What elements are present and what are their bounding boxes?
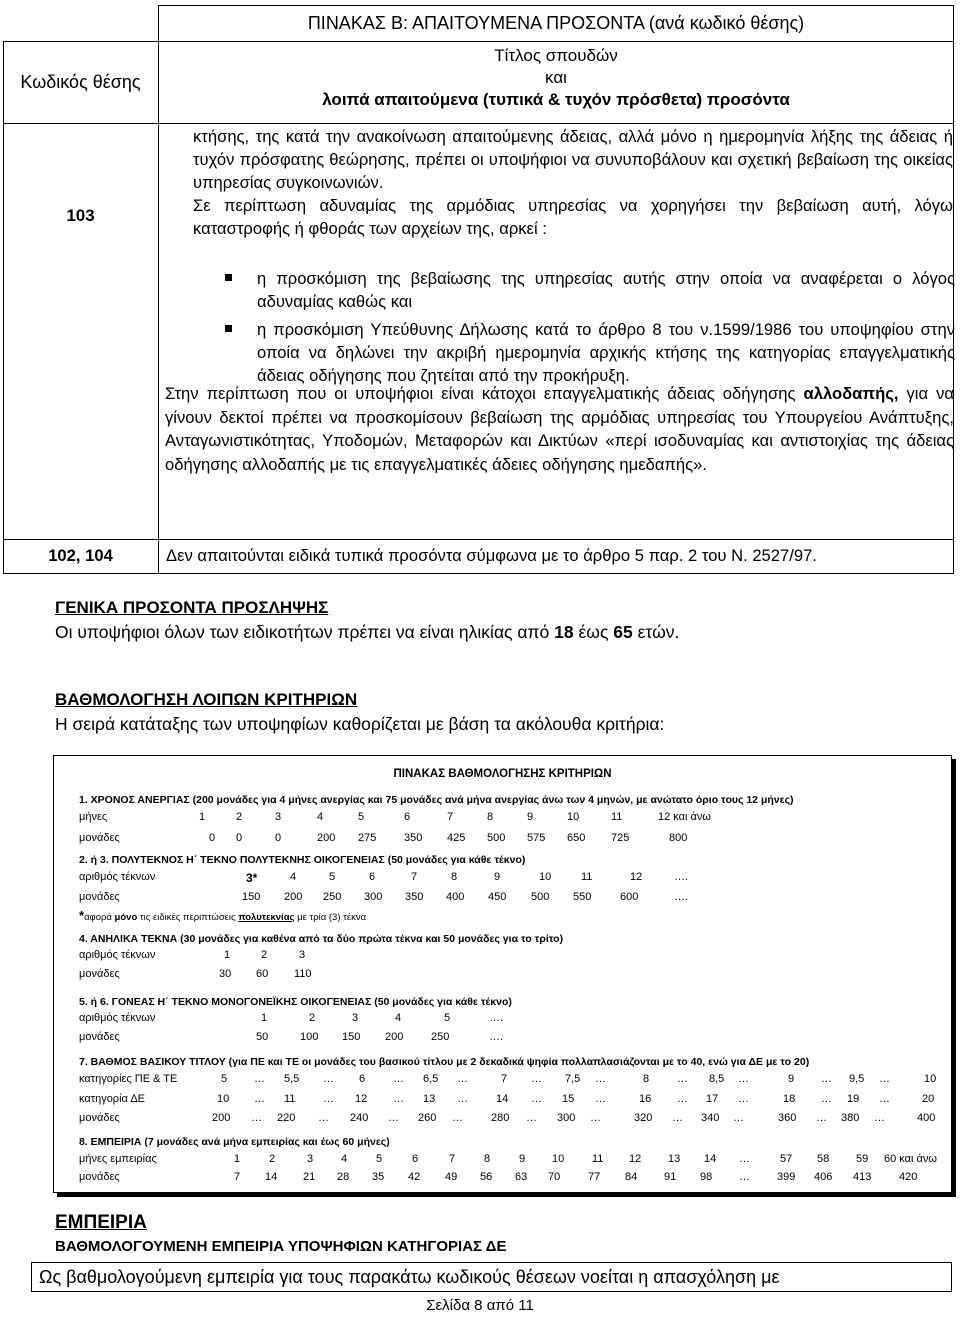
table-cell: 7 xyxy=(447,811,454,823)
row-label: μήνες εμπειρίας xyxy=(79,1153,157,1165)
column-header-title xyxy=(158,45,954,111)
table-cell: … xyxy=(672,1112,683,1124)
table-cell: 15 xyxy=(562,1093,575,1105)
table-cell: 400 xyxy=(446,891,465,903)
table-cell: 4 xyxy=(341,1153,348,1165)
experience-subtitle: ΒΑΘΜΟΛΟΓΟΥΜΕΝΗ ΕΜΠΕΙΡΙΑ ΥΠΟΨΗΦΙΩΝ ΚΑΤΗΓΟΡΙΑΣ ΔΕ xyxy=(55,1238,507,1255)
table-cell: … xyxy=(254,1093,265,1105)
table-cell: 12 και άνω xyxy=(658,811,711,823)
table-cell: 250 xyxy=(431,1031,450,1043)
table-cell: 9 xyxy=(527,811,534,823)
table-cell: 12 xyxy=(629,1153,642,1165)
square-bullet-icon xyxy=(225,274,232,281)
table-cell: … xyxy=(393,1093,404,1105)
table-cell: 0 xyxy=(275,832,282,844)
table-row xyxy=(79,1073,949,1091)
table-cell: 13 xyxy=(668,1153,681,1165)
table-cell: 4 xyxy=(395,1012,402,1024)
table-cell: 11 xyxy=(592,1153,604,1165)
table-cell: … xyxy=(738,1093,749,1105)
table-cell: 800 xyxy=(669,832,688,844)
position-code: 102, 104 xyxy=(48,546,113,565)
table-cell: 360 xyxy=(778,1112,797,1124)
table-cell: 350 xyxy=(404,832,423,844)
table-cell: …. xyxy=(674,891,689,903)
table-cell: 2 xyxy=(309,1012,316,1024)
paragraph xyxy=(165,382,954,476)
table-row xyxy=(79,1153,949,1171)
table-cell: 1 xyxy=(224,949,231,961)
table-cell: 300 xyxy=(557,1112,576,1124)
table-cell: 16 xyxy=(639,1093,652,1105)
column-header-code: Κωδικός θέσης xyxy=(20,72,141,92)
table-cell: 6,5 xyxy=(423,1073,439,1085)
table-row xyxy=(79,832,949,850)
table-cell: 12 xyxy=(630,871,643,883)
table-cell: 8 xyxy=(484,1153,491,1165)
table-row xyxy=(79,1112,949,1130)
row-label: μονάδες xyxy=(79,832,120,844)
table-cell: 3 xyxy=(275,811,282,823)
table-cell: 5,5 xyxy=(284,1073,300,1085)
table-cell: 3 xyxy=(299,949,306,961)
table-cell: … xyxy=(821,1073,832,1085)
table-cell: 406 xyxy=(814,1171,833,1183)
table-cell: … xyxy=(590,1112,601,1124)
table-cell: 3 xyxy=(307,1153,314,1165)
table-cell: 11 xyxy=(611,811,623,823)
column-header-line: λοιπά απαιτούμενα (τυπικά & τυχόν πρόσθετα) προσόντα xyxy=(322,90,790,109)
list-item xyxy=(225,267,955,313)
table-cell: 0 xyxy=(209,832,216,844)
table-cell: 7 xyxy=(411,871,418,883)
table-cell: …. xyxy=(489,1031,504,1043)
table-cell: 9 xyxy=(519,1153,526,1165)
text: έως xyxy=(578,622,609,642)
table-cell: 57 xyxy=(780,1153,793,1165)
table-cell: 84 xyxy=(625,1171,638,1183)
table-cell: 59 xyxy=(856,1153,869,1165)
table-cell: 11 xyxy=(284,1093,296,1105)
table-cell: 575 xyxy=(527,832,546,844)
requirements-text xyxy=(193,125,953,240)
table-cell: 260 xyxy=(418,1112,437,1124)
table-cell: 7,5 xyxy=(565,1073,581,1085)
table-cell: 10 xyxy=(924,1073,937,1085)
column-header-line: και xyxy=(545,68,567,87)
table-title: ΠΙΝΑΚΑΣ Β: ΑΠΑΙΤΟΥΜΕΝΑ ΠΡΟΣΟΝΤΑ (ανά κωδικό θέσης) xyxy=(307,13,805,33)
table-cell: 5 xyxy=(221,1073,228,1085)
bullet-list xyxy=(225,267,955,392)
list-item-text: η προσκόμιση Υπεύθυνης Δήλωσης κατά το άρθρο 8 του ν.1599/1986 του υποψηφίου στην οποία να δηλώνει την ακριβή ημερομηνία αρχικής κτήσης της κατηγορίας επαγγελματικής άδειας οδήγησης που ζητείται από την προκήρυξη. xyxy=(257,320,955,385)
table-cell: 340 xyxy=(701,1112,720,1124)
list-item xyxy=(225,318,955,387)
scoring-title: ΒΑΘΜΟΛΟΓΗΣΗ ΛΟΙΠΩΝ ΚΡΙΤΗΡΙΩΝ xyxy=(55,690,358,709)
table-cell: 6 xyxy=(369,871,376,883)
text: ετών. xyxy=(637,622,680,642)
table-row xyxy=(79,1012,949,1030)
footnote-star: * xyxy=(79,908,85,923)
table-cell: 77 xyxy=(588,1171,601,1183)
table-cell: 5 xyxy=(376,1153,383,1165)
table-cell: 420 xyxy=(899,1171,918,1183)
table-cell: 450 xyxy=(488,891,507,903)
table-cell: 413 xyxy=(853,1171,872,1183)
table-cell: 7 xyxy=(234,1171,241,1183)
table-cell: 300 xyxy=(364,891,383,903)
table-cell: 91 xyxy=(664,1171,677,1183)
group-title: 2. ή 3. ΠΟΛΥΤΕΚΝΟΣ Η΄ ΤΕΚΝΟ ΠΟΛΥΤΕΚΝΗΣ ΟΙΚΟΓΕΝΕΙΑΣ (50 μονάδες για κάθε τέκνο) xyxy=(79,854,526,866)
table-cell: 42 xyxy=(408,1171,421,1183)
table-cell: … xyxy=(457,1073,468,1085)
table-cell: 8 xyxy=(451,871,458,883)
table-cell: 20 xyxy=(922,1093,935,1105)
table-cell: 600 xyxy=(620,891,639,903)
table-cell: 6 xyxy=(412,1153,419,1165)
text: Οι υποψήφιοι όλων των ειδικοτήτων πρέπει να είναι ηλικίας από xyxy=(55,622,550,642)
table-cell: … xyxy=(452,1112,463,1124)
age-max: 65 xyxy=(613,622,633,642)
text: τις ειδικές περιπτώσεις xyxy=(139,912,236,923)
table-cell: … xyxy=(388,1112,399,1124)
table-cell: … xyxy=(733,1112,744,1124)
table-cell: 10 xyxy=(539,871,552,883)
table-cell: 220 xyxy=(277,1112,296,1124)
table-cell: 35 xyxy=(372,1171,385,1183)
table-cell: 10 xyxy=(217,1093,230,1105)
experience-title: ΕΜΠΕΙΡΙΑ xyxy=(55,1212,147,1233)
scoring-text: Η σειρά κατάταξης των υποψηφίων καθορίζεται με βάση τα ακόλουθα κριτήρια: xyxy=(55,714,665,734)
table-rule xyxy=(3,573,954,574)
text-bold: μόνο xyxy=(114,912,138,923)
table-cell: 6 xyxy=(404,811,411,823)
table-cell: … xyxy=(323,1073,334,1085)
table-cell: 1 xyxy=(199,811,206,823)
table-cell: … xyxy=(393,1073,404,1085)
table-cell: …. xyxy=(674,871,689,883)
experience-text: Ως βαθμολογούμενη εμπειρία για τους παρακάτω κωδικούς θέσεων νοείται η απασχόληση με xyxy=(31,1262,952,1292)
table-cell: 56 xyxy=(480,1171,493,1183)
list-item-text: η προσκόμιση της βεβαίωσης της υπηρεσίας αυτής στην οποία να αναφέρεται ο λόγος αδυναμίας καθώς και xyxy=(257,269,955,311)
table-cell: 6 xyxy=(359,1073,366,1085)
table-cell: … xyxy=(879,1093,890,1105)
table-cell: … xyxy=(531,1073,542,1085)
table-cell: 400 xyxy=(917,1112,936,1124)
table-cell: 19 xyxy=(847,1093,860,1105)
table-cell: … xyxy=(595,1093,606,1105)
requirements-text: Δεν απαιτούνται ειδικά τυπικά προσόντα σύμφωνα με το άρθρο 5 παρ. 2 του Ν. 2527/97. xyxy=(166,546,817,565)
text-underlined: πολυτεκνίας xyxy=(238,912,295,923)
paragraph-bold: αλλοδαπής, xyxy=(803,384,899,403)
table-cell: 4 xyxy=(317,811,324,823)
table-cell: 7 xyxy=(501,1073,508,1085)
table-cell: … xyxy=(879,1073,890,1085)
table-cell: 30 xyxy=(219,968,232,980)
table-cell: 18 xyxy=(783,1093,796,1105)
table-cell: 350 xyxy=(405,891,424,903)
table-cell: … xyxy=(531,1093,542,1105)
page-number: Σελίδα 8 από 11 xyxy=(426,1297,534,1314)
table-cell: … xyxy=(457,1093,468,1105)
position-code: 103 xyxy=(66,206,95,225)
table-row xyxy=(79,968,949,986)
table-cell: 12 xyxy=(355,1093,368,1105)
table-row xyxy=(79,871,949,889)
row-label: κατηγορία ΔΕ xyxy=(79,1093,145,1105)
table-cell: 275 xyxy=(358,832,377,844)
age-min: 18 xyxy=(554,622,574,642)
group-title: 1. ΧΡΟΝΟΣ ΑΝΕΡΓΙΑΣ (200 μονάδες για 4 μήνες ανεργίας και 75 μονάδες ανά μήνα ανεργίας άνω των 4 μηνών, με ανώτατο όριο τους 12 μήνες) xyxy=(79,794,794,806)
table-cell: … xyxy=(739,1171,750,1183)
text: με τρία (3) τέκνα xyxy=(297,912,367,923)
table-cell: … xyxy=(323,1093,334,1105)
table-cell: 380 xyxy=(841,1112,860,1124)
row-label: μονάδες xyxy=(79,1031,120,1043)
table-cell: 28 xyxy=(337,1171,350,1183)
table-cell: 320 xyxy=(634,1112,653,1124)
table-cell: …. xyxy=(489,1012,504,1024)
table-cell: 9,5 xyxy=(849,1073,865,1085)
footnote xyxy=(79,908,366,923)
table-cell: 21 xyxy=(303,1171,316,1183)
table-row xyxy=(79,1031,949,1049)
requirements-table xyxy=(3,5,954,573)
table-cell: 14 xyxy=(704,1153,717,1165)
group-title: 8. ΕΜΠΕΙΡΙΑ (7 μονάδες ανά μήνα εμπειρίας και έως 60 μήνες) xyxy=(79,1136,390,1148)
table-cell: 8 xyxy=(643,1073,650,1085)
table-row xyxy=(79,1093,949,1111)
table-cell: 49 xyxy=(445,1171,458,1183)
group-title: 7. ΒΑΘΜΟΣ ΒΑΣΙΚΟΥ ΤΙΤΛΟΥ (για ΠΕ και ΤΕ οι μονάδες του βασικού τίτλου με 2 δεκαδικά ψηφία πολλαπλασιάζονται με το 40, ενώ για ΔΕ με το 20) xyxy=(79,1056,810,1068)
table-cell: 150 xyxy=(342,1031,361,1043)
table-row xyxy=(79,891,949,909)
table-cell: 63 xyxy=(515,1171,528,1183)
paragraph-text: Στην περίπτωση που οι υποψήφιοι είναι κάτοχοι επαγγελματικής άδειας οδήγησης xyxy=(165,384,796,403)
table-cell: … xyxy=(526,1112,537,1124)
table-cell: 1 xyxy=(234,1153,241,1165)
row-label: μήνες xyxy=(79,811,108,823)
row-label: κατηγορίες ΠΕ & ΤΕ xyxy=(79,1073,178,1085)
table-cell: 2 xyxy=(236,811,243,823)
table-cell: … xyxy=(254,1073,265,1085)
table-cell: … xyxy=(595,1073,606,1085)
table-cell: 500 xyxy=(531,891,550,903)
table-cell: … xyxy=(816,1112,827,1124)
group-title: 5. ή 6. ΓΟΝΕΑΣ Η΄ ΤΕΚΝΟ ΜΟΝΟΓΟΝΕΪΚΗΣ ΟΙΚΟΓΕΝΕΙΑΣ (50 μονάδες για κάθε τέκνο) xyxy=(79,996,512,1008)
table-cell: 4 xyxy=(290,871,297,883)
table-cell: … xyxy=(738,1073,749,1085)
table-cell: 70 xyxy=(548,1171,561,1183)
table-cell: 10 xyxy=(567,811,580,823)
paragraph: κτήσης, της κατά την ανακοίνωση απαιτούμενης άδειας, αλλά μόνο η ημερομηνία λήξης της άδειας ή τυχόν πρόσφατης θεώρησης, πρέπει οι υποψήφιοι να συνυποβάλουν και σχετική βεβαίωση της οικείας υπηρεσίας συγκοινωνιών. xyxy=(193,127,953,192)
table-cell: … xyxy=(821,1093,832,1105)
table-cell: 0 xyxy=(236,832,243,844)
table-cell: 100 xyxy=(300,1031,319,1043)
row-label: μονάδες xyxy=(79,1171,120,1183)
table-cell: 8 xyxy=(487,811,494,823)
table-cell: … xyxy=(318,1112,329,1124)
row-label: αριθμός τέκνων xyxy=(79,949,156,961)
text: αφορά xyxy=(84,912,112,923)
table-cell: 200 xyxy=(284,891,303,903)
table-cell: … xyxy=(874,1112,885,1124)
row-label: μονάδες xyxy=(79,891,120,903)
paragraph-text: για να γίνουν δεκτοί πρέπει να προσκομίσουν βεβαίωση της αρμόδιας υπηρεσίας του Υπουργείου Ανάπτυξης, Ανταγωνιστικότητας, Υποδομών, Μεταφορών και Δικτύων «περί ισοδυναμίας και αντιστοιχίας της άδειας οδήγησης αλλοδαπής με τις επαγγελματικές άδειες οδήγησης ημεδαπής». xyxy=(165,384,954,474)
table-cell: 9 xyxy=(788,1073,795,1085)
table-cell: 725 xyxy=(611,832,630,844)
table-cell: 150 xyxy=(242,891,261,903)
paragraph: Σε περίπτωση αδυναμίας της αρμόδιας υπηρεσίας να χορηγήσει την βεβαίωση αυτή, λόγω καταστροφής ή φθοράς των αρχείων της, αρκεί : xyxy=(193,196,953,238)
table-cell: 9 xyxy=(494,871,501,883)
table-cell: 650 xyxy=(567,832,586,844)
table-cell: 200 xyxy=(385,1031,404,1043)
table-cell: 14 xyxy=(265,1171,278,1183)
table-cell: 60 xyxy=(256,968,269,980)
table-row xyxy=(79,949,949,967)
table-cell: 5 xyxy=(444,1012,451,1024)
table-cell: 550 xyxy=(573,891,592,903)
table-cell: … xyxy=(677,1093,688,1105)
square-bullet-icon xyxy=(225,325,232,332)
table-cell: … xyxy=(251,1112,262,1124)
table-cell: 98 xyxy=(700,1171,713,1183)
table-cell: 5 xyxy=(358,811,365,823)
table-cell: 200 xyxy=(317,832,336,844)
table-cell: 3* xyxy=(246,871,258,885)
scoring-table-title: ΠΙΝΑΚΑΣ ΒΑΘΜΟΛΟΓΗΣΗΣ ΚΡΙΤΗΡΙΩΝ xyxy=(393,768,612,780)
table-cell: 200 xyxy=(212,1112,231,1124)
table-cell: 500 xyxy=(487,832,506,844)
table-cell: 11 xyxy=(581,871,593,883)
table-row xyxy=(79,1171,949,1189)
general-text xyxy=(55,622,679,643)
table-cell: 2 xyxy=(261,949,268,961)
table-cell: 13 xyxy=(423,1093,436,1105)
table-cell: 60 και άνω xyxy=(884,1153,937,1165)
scoring-table xyxy=(53,755,952,1193)
table-cell: 58 xyxy=(817,1153,830,1165)
table-cell: 110 xyxy=(294,968,312,980)
table-cell: … xyxy=(677,1073,688,1085)
table-cell: 50 xyxy=(256,1031,269,1043)
row-label: αριθμός τέκνων xyxy=(79,1012,156,1024)
table-cell: 8,5 xyxy=(709,1073,725,1085)
table-cell: 10 xyxy=(552,1153,565,1165)
table-cell: 7 xyxy=(449,1153,456,1165)
table-cell: 2 xyxy=(269,1153,276,1165)
group-title: 4. ΑΝΗΛΙΚΑ ΤΕΚΝΑ (30 μονάδες για καθένα από τα δύο πρώτα τέκνα και 50 μονάδες για το τρίτο) xyxy=(79,933,564,945)
table-cell: … xyxy=(739,1153,750,1165)
table-cell: 399 xyxy=(777,1171,796,1183)
table-cell: 425 xyxy=(447,832,466,844)
table-cell: 3 xyxy=(352,1012,359,1024)
general-title: ΓΕΝΙΚΑ ΠΡΟΣΟΝΤΑ ΠΡΟΣΛΗΨΗΣ xyxy=(55,598,329,617)
table-cell: 1 xyxy=(261,1012,268,1024)
table-row xyxy=(79,811,949,829)
row-label: αριθμός τέκνων xyxy=(79,871,156,883)
table-cell: 5 xyxy=(329,871,336,883)
row-label: μονάδες xyxy=(79,1112,120,1124)
table-cell: 280 xyxy=(491,1112,510,1124)
table-cell: 17 xyxy=(706,1093,719,1105)
row-label: μονάδες xyxy=(79,968,120,980)
column-header-line: Τίτλος σπουδών xyxy=(494,46,618,65)
table-cell: 240 xyxy=(350,1112,369,1124)
table-cell: 14 xyxy=(496,1093,509,1105)
table-cell: 250 xyxy=(323,891,342,903)
